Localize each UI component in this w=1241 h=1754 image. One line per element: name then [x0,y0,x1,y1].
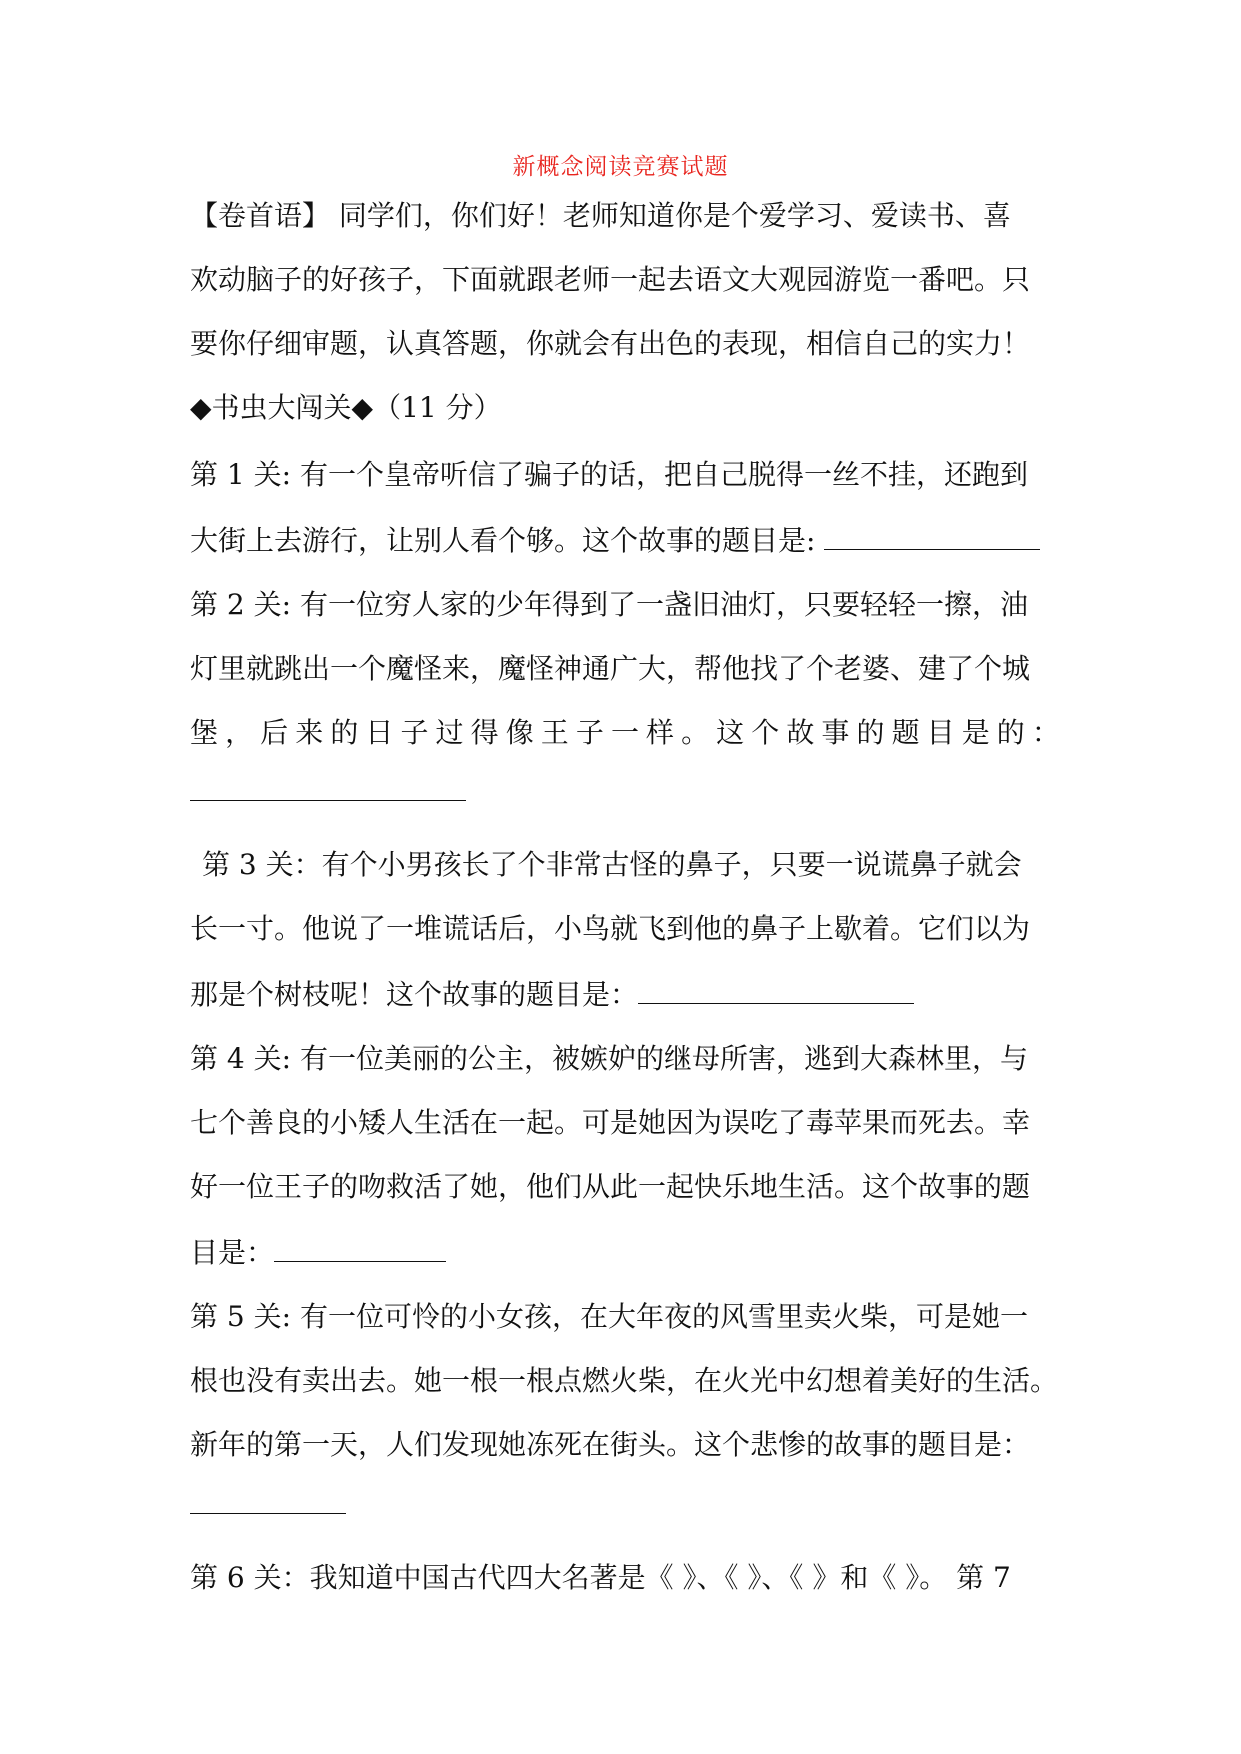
document-title: 新概念阅读竞赛试题 [512,154,729,180]
q3-line-1: 第 3 关：有个小男孩长了个非常古怪的鼻子，只要一说谎鼻子就会 [202,848,1022,881]
answer-blank-4[interactable] [274,1231,446,1262]
q5-line-3: 新年的第一天，人们发现她冻死在街头。这个悲惨的故事的题目是： [190,1428,1031,1461]
q4-text: 目是： [190,1236,275,1269]
intro-line-1: 【卷首语】 同学们，你们好！老师知道你是个爱学习、爱读书、喜 [190,199,1011,232]
answer-blank-5[interactable] [190,1483,346,1514]
justified-char: 子 [575,716,604,749]
q1-text: 大街上去游行，让别人看个够。这个故事的题目是: [190,524,825,557]
q3-line-3 [190,973,1060,1015]
justified-char: 王 [540,716,569,749]
justified-char: 后 [260,716,289,749]
justified-char: 的 [996,716,1025,749]
justified-char: 来 [295,716,324,749]
justified-char: 的 [330,716,359,749]
justified-char: 这 [716,716,745,749]
justified-char: 样 [646,716,675,749]
answer-blank-1[interactable] [824,519,1040,550]
justified-char: 日 [365,716,394,749]
section-heading: ◆书虫大闯关◆（11 分） [190,391,502,424]
q4-line-4 [190,1231,1060,1273]
justified-char: 。 [681,716,710,749]
answer-blank-2[interactable] [190,770,466,801]
intro-line-2: 欢动脑子的好孩子，下面就跟老师一起去语文大观园游览一番吧。只 [190,263,1031,296]
justified-char: 子 [400,716,429,749]
justified-char: 的 [856,716,885,749]
justified-char: ， [225,716,254,749]
justified-char: ： [1031,716,1060,749]
q4-line-2: 七个善良的小矮人生活在一起。可是她因为误吃了毒苹果而死去。幸 [190,1106,1031,1139]
q2-line-3 [190,713,1060,753]
q4-line-1: 第 4 关: 有一位美丽的公主，被嫉妒的继母所害，逃到大森林里，与 [190,1042,1028,1075]
justified-char: 事 [821,716,850,749]
q2-answer-line [190,770,1060,812]
q1-line-1: 第 1 关: 有一个皇帝听信了骗子的话，把自己脱得一丝不挂，还跑到 [190,458,1028,491]
q2-line-2: 灯里就跳出一个魔怪来，魔怪神通广大，帮他找了个老婆、建了个城 [190,652,1031,685]
q1-line-2 [190,519,1060,561]
justified-char: 一 [610,716,639,749]
justified-char: 个 [751,716,780,749]
q2-line-1: 第 2 关: 有一位穷人家的少年得到了一盏旧油灯，只要轻轻一擦，油 [190,588,1028,621]
justified-char: 过 [435,716,464,749]
q3-text: 那是个树枝呢！这个故事的题目是： [190,978,639,1011]
q3-line-2: 长一寸。他说了一堆谎话后，小鸟就飞到他的鼻子上歇着。它们以为 [190,912,1031,945]
justified-char: 故 [786,716,815,749]
q5-answer-line [190,1483,1060,1525]
answer-blank-3[interactable] [638,973,914,1004]
q4-line-3: 好一位王子的吻救活了她，他们从此一起快乐地生活。这个故事的题 [190,1170,1031,1203]
justified-char: 得 [470,716,499,749]
q5-line-2: 根也没有卖出去。她一根一根点燃火柴，在火光中幻想着美好的生活。 [190,1364,1059,1397]
q6-line: 第 6 关：我知道中国古代四大名著是《 》、《 》、《 》和《 》。 第 7 [190,1561,1011,1594]
justified-char: 题 [891,716,920,749]
q5-line-1: 第 5 关: 有一位可怜的小女孩，在大年夜的风雪里卖火柴，可是她一 [190,1300,1028,1333]
justified-char: 堡 [190,716,219,749]
justified-char: 是 [961,716,990,749]
justified-char: 像 [505,716,534,749]
justified-char: 目 [926,716,955,749]
intro-line-3: 要你仔细审题，认真答题，你就会有出色的表现，相信自己的实力！ [190,327,1031,360]
